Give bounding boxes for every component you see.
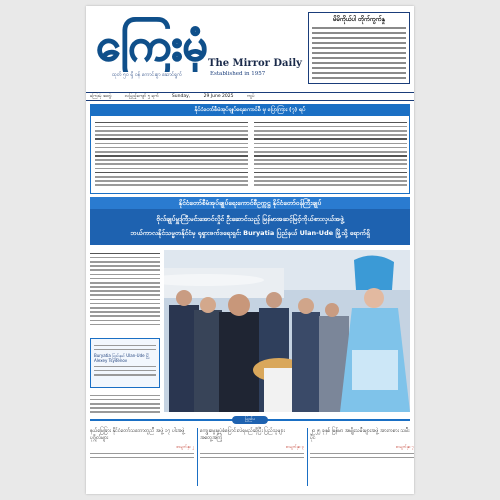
notice-column-left [95,119,248,191]
established-year: Established in 1957 [210,71,266,77]
motto-box [308,12,410,84]
newspaper-front-page [86,6,414,494]
teaser-2-ref: စာမျက်နှာ ၃ [286,444,304,449]
lead-photo [164,250,410,412]
lead-summary-box [90,338,160,388]
price-label: ကျပ် [246,94,255,99]
headline-banner [90,197,410,245]
volume-label: ကြေးမုံ အတွဲ [90,94,112,99]
teaser-3-text: ၂၀၂၅ ခုနှစ် မြန်မာ အမျိုးသမီးများအဖွဲ့ အားကစား သမီးပိုင် [310,428,410,441]
teaser-2[interactable] [200,428,304,488]
notice-box [90,104,410,194]
notice-column-right [254,119,407,191]
teaser-1-ref: စာမျက်နှာ ၂ [176,444,194,449]
section-badge: ပြည်ပ [232,416,268,424]
lead-summary-text: Buryatia ပြည်နယ် Ulan-Ude မြို့ Alexey Tsydenov [94,352,150,363]
motto-title: မိမိကိုယ်ပါ တိုက်ကွက်နှု [333,16,385,23]
teaser-3[interactable] [310,428,414,488]
masthead-title-myanmar: ကြေးမုံ [96,20,208,71]
masthead [86,6,414,92]
weekday-label: Sunday, [171,94,191,99]
masthead-tagline: ထုတ် ၅၀ ရှိ ဝန် ကောင်းစွာ ဆောင်ရွက် [112,72,183,78]
issue-label: လပြည့်ကျော် ၅ ရက် [124,94,159,99]
masthead-title-english: The Mirror Daily [208,58,302,69]
headline-line-1: နိုင်ငံတော်စီမံအုပ်ချုပ်ရေးကောင်စီဥက္ကဋ္ဌ နိုင်ငံတော်ဝန်ကြီးချုပ် [178,199,322,207]
teaser-2-text: ကျွေးမွေးမှုပုံစံပြောင်းလဲရမည်ဆိုပြီး ပြည်သူများ အတွေ့အကြုံ [200,428,285,441]
dateline [86,92,414,101]
headline-line-2: ဗိုလ်ချုပ်မှူးကြီးမင်းအောင်လှိုင် ဦးဆောင်သည့် မြန်မာအဆင့်မြင့်ကိုယ်စားလှယ်အဖွဲ့ [156,215,344,223]
date-label: 29 June 2025 [203,94,234,99]
teaser-3-ref: စာမျက်နှာ ၇ [396,444,414,449]
teaser-1-text: နယ်မြေခြား နိုင်ငံတော်သဘောတူညီ အဖွဲ့ ၁၇ ပါးအဖွဲ့ ပုဂ္ဂိုလ်များ [90,428,185,441]
notice-heading: နိုင်ငံတော်စီမံအုပ်ချုပ်ရေးကောင်စီ မှ ပြောကြား (၇) ရပ် [91,105,409,116]
headline-line-3: ဘယ်ကာလနိုင်သမ္မတနိုင်ငံမှ ရုရှားဖက်ဒရေးရှင်း Buryatia ပြည်နယ် Ulan-Ude မြို့သို့ ရောက်ရှိ [130,229,370,237]
section-divider [90,416,410,424]
teaser-1[interactable] [90,428,194,488]
